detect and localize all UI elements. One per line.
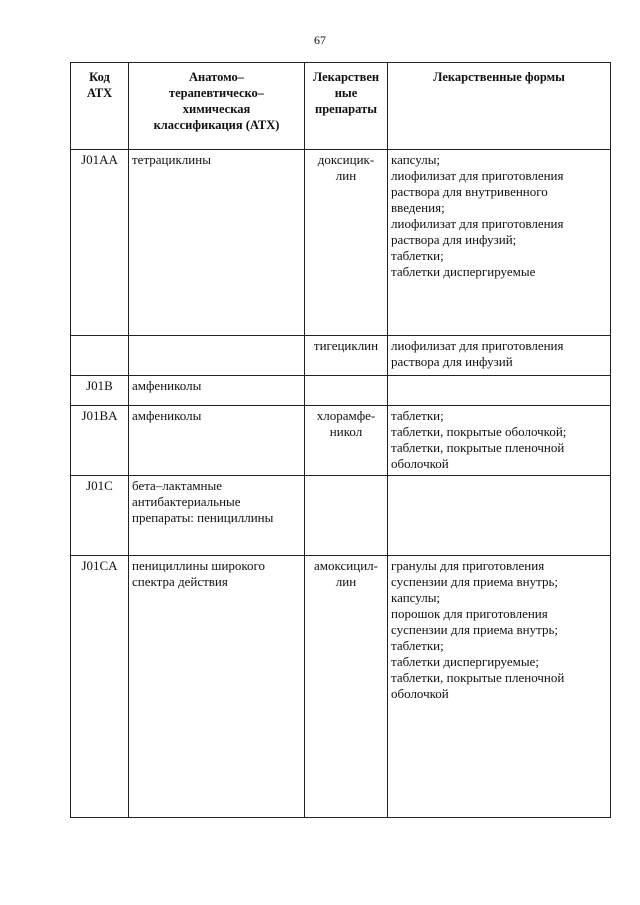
dosage-form-line: оболочкой [391, 686, 449, 701]
table-body [71, 150, 611, 818]
dosage-form-line: таблетки, покрытые оболочкой; [391, 424, 567, 439]
dosage-form-line: суспензии для приема внутрь; [391, 622, 559, 637]
header-classification [129, 63, 305, 150]
header-classification-line: Анатомо– [189, 70, 244, 84]
atx-code-cell [71, 336, 129, 376]
atx-code-cell: J01BA [71, 406, 129, 476]
dosage-form-line: раствора для инфузий; [391, 232, 517, 247]
table-row [71, 556, 611, 818]
drug-name-line: амоксицил- [314, 558, 378, 573]
dosage-form-line: капсулы; [391, 152, 441, 167]
dosage-form-line: таблетки; [391, 248, 444, 263]
atx-code-cell: J01C [71, 476, 129, 556]
table-row [71, 336, 611, 376]
atx-code-cell: J01AA [71, 150, 129, 336]
classification-cell: пенициллины широкого спектра действия [129, 556, 305, 818]
drug-name-line: лин [335, 574, 357, 589]
page-number: 67 [314, 33, 326, 47]
dosage-form-line: раствора для внутривенного [391, 184, 548, 199]
dosage-form-line: таблетки; [391, 408, 444, 423]
table-row [71, 376, 611, 406]
dosage-forms-cell [388, 406, 611, 476]
drug-name-line: тигециклин [313, 338, 379, 353]
dosage-form-line: капсулы; [391, 590, 441, 605]
header-forms [388, 63, 611, 150]
dosage-forms-cell [388, 376, 611, 406]
header-drugs-line: ные [334, 86, 358, 100]
drug-cell [305, 336, 388, 376]
table-row [71, 150, 611, 336]
table-row [71, 476, 611, 556]
drug-cell [305, 150, 388, 336]
dosage-form-line: введения; [391, 200, 445, 215]
classification-cell [129, 336, 305, 376]
classification-cell: бета–лактамные антибактериальные препараты: пенициллины [129, 476, 305, 556]
dosage-form-line: суспензии для приема внутрь; [391, 574, 559, 589]
header-drugs-line: препараты [315, 102, 377, 116]
header-classification-line: химическая [182, 102, 251, 116]
atx-code-cell: J01CA [71, 556, 129, 818]
classification-cell: тетрациклины [129, 150, 305, 336]
dosage-forms-cell [388, 476, 611, 556]
header-classification-line: терапевтическо– [168, 86, 265, 100]
dosage-forms-cell [388, 336, 611, 376]
classification-cell: амфениколы [129, 406, 305, 476]
header-code [71, 63, 129, 150]
drug-name-line: никол [329, 424, 363, 439]
dosage-form-line: таблетки, покрытые пленочной [391, 440, 565, 455]
classification-cell: амфениколы [129, 376, 305, 406]
dosage-form-line: таблетки; [391, 638, 444, 653]
dosage-form-line: лиофилизат для приготовления [391, 168, 564, 183]
dosage-forms-cell [388, 556, 611, 818]
drug-cell [305, 406, 388, 476]
drug-name-line: лин [335, 168, 357, 183]
dosage-form-line: таблетки диспергируемые [391, 264, 536, 279]
drug-name-line: доксицик- [317, 152, 375, 167]
drug-cell [305, 476, 388, 556]
header-drugs-line: Лекарствен [312, 70, 380, 84]
dosage-form-line: раствора для инфузий [391, 354, 513, 369]
drug-cell [305, 556, 388, 818]
dosage-form-line: таблетки, покрытые пленочной [391, 670, 565, 685]
table-header-row [71, 63, 611, 150]
atx-table [70, 62, 611, 818]
dosage-forms-cell [388, 150, 611, 336]
dosage-form-line: порошок для приготовления [391, 606, 548, 621]
dosage-form-line: лиофилизат для приготовления [391, 216, 564, 231]
header-code-line: АТХ [86, 86, 113, 100]
header-classification-line: классификация (АТХ) [153, 118, 280, 132]
table-row [71, 406, 611, 476]
drug-name-line: хлорамфе- [316, 408, 376, 423]
dosage-form-line: лиофилизат для приготовления [391, 338, 564, 353]
atx-code-cell: J01B [71, 376, 129, 406]
header-forms-line: Лекарственные формы [433, 70, 565, 84]
dosage-form-line: таблетки диспергируемые; [391, 654, 539, 669]
dosage-form-line: гранулы для приготовления [391, 558, 545, 573]
dosage-form-line: оболочкой [391, 456, 449, 471]
drug-cell [305, 376, 388, 406]
header-code-line: Код [89, 70, 110, 84]
header-drugs [305, 63, 388, 150]
